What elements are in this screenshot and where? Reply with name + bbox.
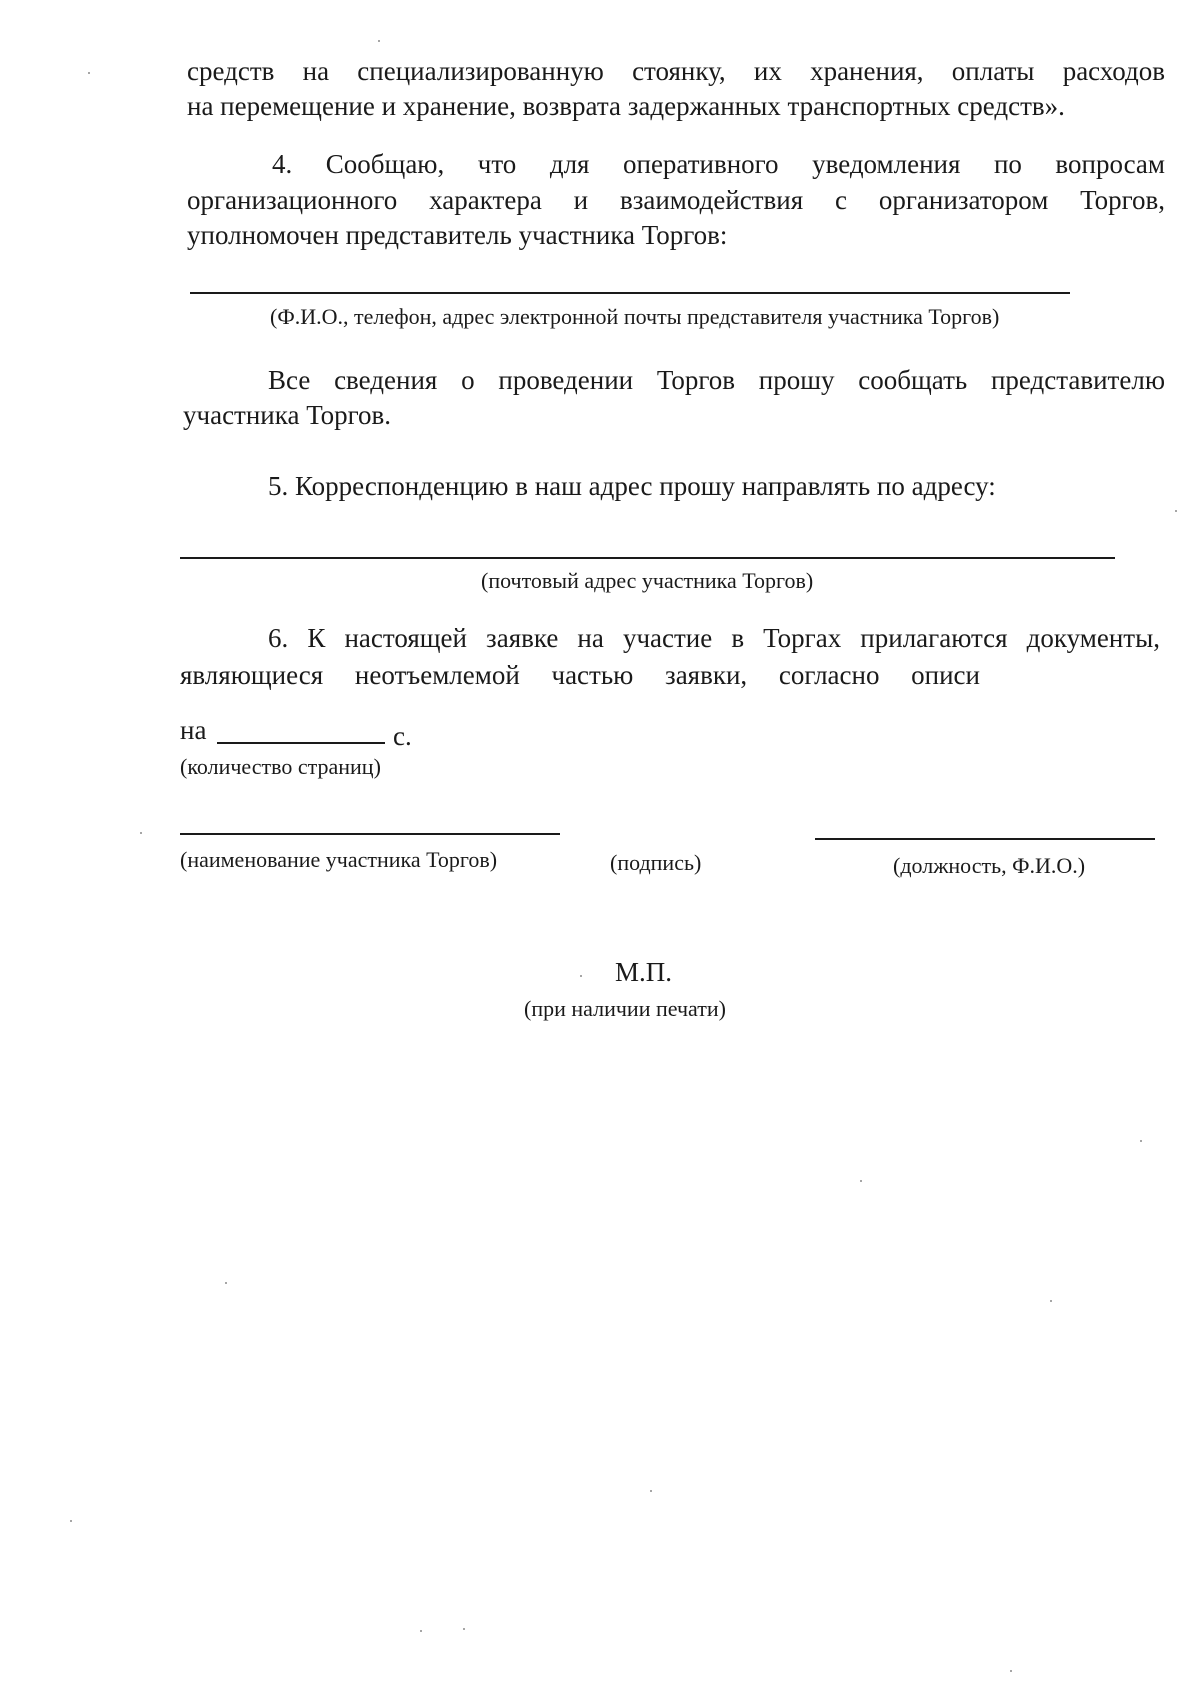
scan-speck	[1050, 1300, 1052, 1302]
scan-speck	[70, 1520, 72, 1522]
position-name-caption: (должность, Ф.И.О.)	[893, 853, 1086, 878]
item-6-line-2: являющиеся неотъемлемой частью заявки, согласно описи	[180, 660, 980, 690]
participant-name-field-line	[180, 833, 560, 835]
participant-name-caption: (наименование участника Торгов)	[180, 847, 498, 872]
signature-caption: (подпись)	[610, 850, 702, 875]
address-field-line	[180, 557, 1115, 559]
item-4-note-line-1: Все сведения о проведении Торгов прошу сообщать представителю	[268, 365, 1165, 395]
scan-speck	[860, 1180, 862, 1182]
scan-speck	[580, 975, 582, 977]
paragraph-3-line-2: на перемещение и хранение, возврата задержанных транспортных средств».	[187, 91, 1065, 121]
scan-speck	[378, 40, 380, 42]
stamp-caption: (при наличии печати)	[524, 996, 726, 1021]
item-4-line-2: организационного характера и взаимодействия с организатором Торгов,	[187, 185, 1165, 215]
pages-count-field-line	[217, 742, 385, 744]
pages-prefix: на	[180, 715, 207, 745]
scan-speck	[1010, 1670, 1012, 1672]
position-name-field-line	[815, 838, 1155, 840]
item-5-line-1: 5. Корреспонденцию в наш адрес прошу направлять по адресу:	[268, 471, 996, 501]
paragraph-3-line-1: средств на специализированную стоянку, их хранения, оплаты расходов	[187, 56, 1165, 86]
representative-field-caption: (Ф.И.О., телефон, адрес электронной почты представителя участника Торгов)	[270, 304, 1000, 329]
pages-suffix: с.	[393, 721, 412, 751]
scan-speck	[650, 1490, 652, 1492]
item-4-note-line-2: участника Торгов.	[183, 400, 392, 430]
scan-speck	[225, 1282, 227, 1284]
scan-speck	[88, 72, 90, 74]
address-field-caption: (почтовый адрес участника Торгов)	[481, 568, 814, 593]
item-6-line-1: 6. К настоящей заявке на участие в Торгах прилагаются документы,	[268, 623, 1160, 653]
scan-speck	[463, 1628, 465, 1630]
representative-field-line	[190, 292, 1070, 294]
stamp-label: М.П.	[615, 957, 673, 987]
item-4-line-3: уполномочен представитель участника Торгов:	[187, 220, 728, 250]
scan-speck	[1140, 1140, 1142, 1142]
pages-count-caption: (количество страниц)	[180, 754, 381, 779]
item-4-line-1: 4. Сообщаю, что для оперативного уведомления по вопросам	[272, 149, 1165, 179]
scan-speck	[420, 1630, 422, 1632]
scan-speck	[1175, 510, 1177, 512]
scan-speck	[140, 832, 142, 834]
